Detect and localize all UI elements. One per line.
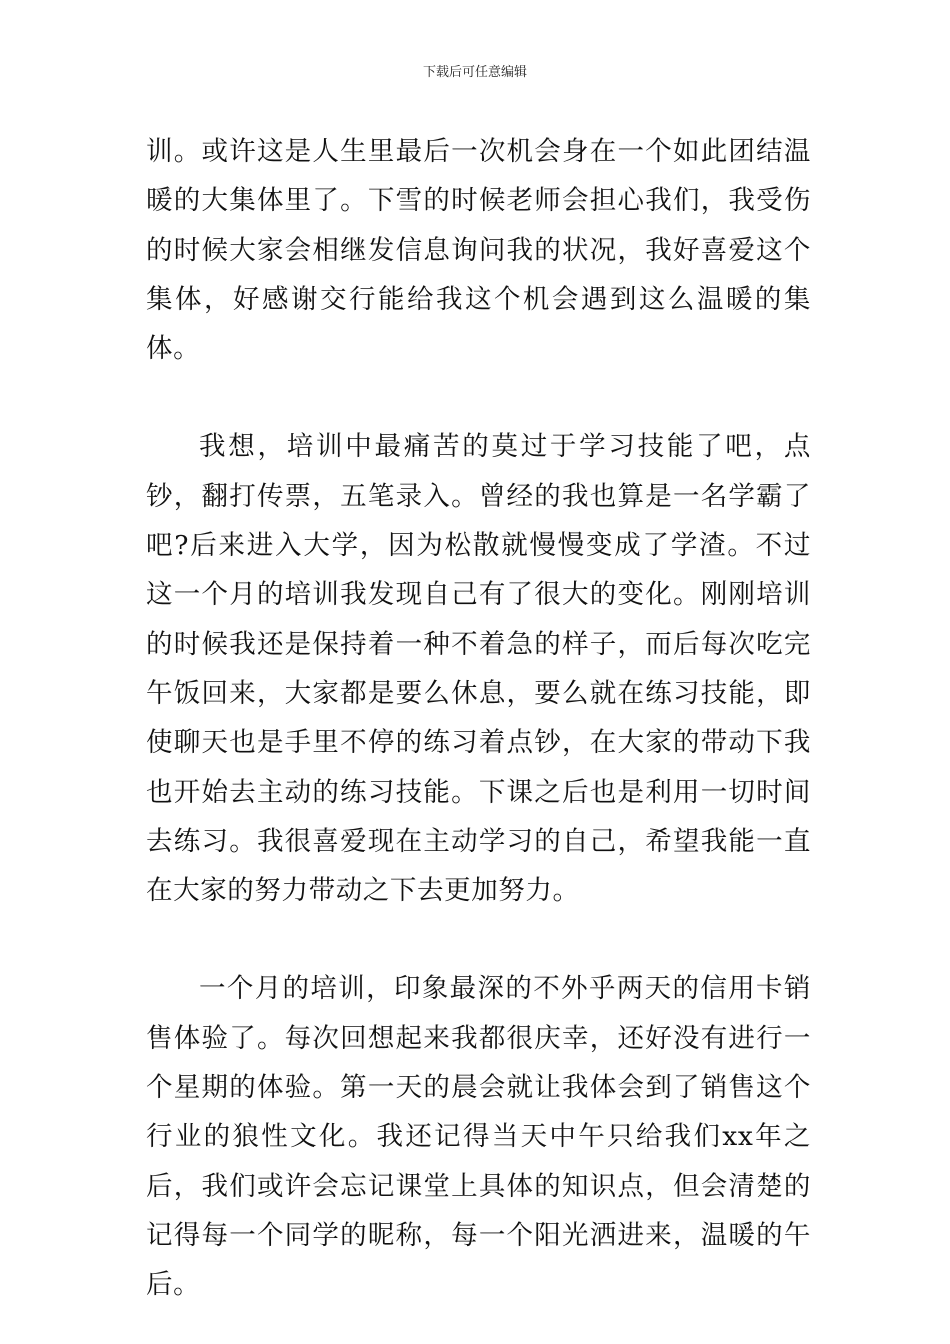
page-header-note: 下载后可任意编辑 — [422, 65, 527, 80]
document-body — [146, 127, 811, 1310]
paragraph-2: 我想，培训中最痛苦的莫过于学习技能了吧，点钞，翻打传票，五笔录入。曾经的我也算是一名学霸了吧?后来进入大学，因为松散就慢慢变成了学渣。不过这一个月的培训我发现自己有了很大的变化。刚刚培训的时候我还是保持着一种不着急的样子，而后每次吃完午饭回来，大家都是要么休息，要么就在练习技能，即使聊天也是手里不停的练习着点钞，在大家的带动下我也开始去主动的练习技能。下课之后也是利用一切时间去练习。我很喜爱现在主动学习的自己，希望我能一直在大家的努力带动之下去更加努力。 — [146, 431, 811, 907]
paragraph-3: 一个月的培训，印象最深的不外乎两天的信用卡销售体验了。每次回想起来我都很庆幸，还好没有进行一个星期的体验。第一天的晨会就让我体会到了销售这个行业的狼性文化。我还记得当天中午只给我们xx年之后，我们或许会忘记课堂上具体的知识点，但会清楚的记得每一个同学的昵称，每一个阳光洒进来，温暖的午后。 — [146, 973, 811, 1301]
paragraph-1: 训。或许这是人生里最后一次机会身在一个如此团结温暖的大集体里了。下雪的时候老师会担心我们，我受伤的时候大家会相继发信息询问我的状况，我好喜爱这个集体，好感谢交行能给我这个机会遇到这么温暖的集体。 — [146, 136, 811, 365]
